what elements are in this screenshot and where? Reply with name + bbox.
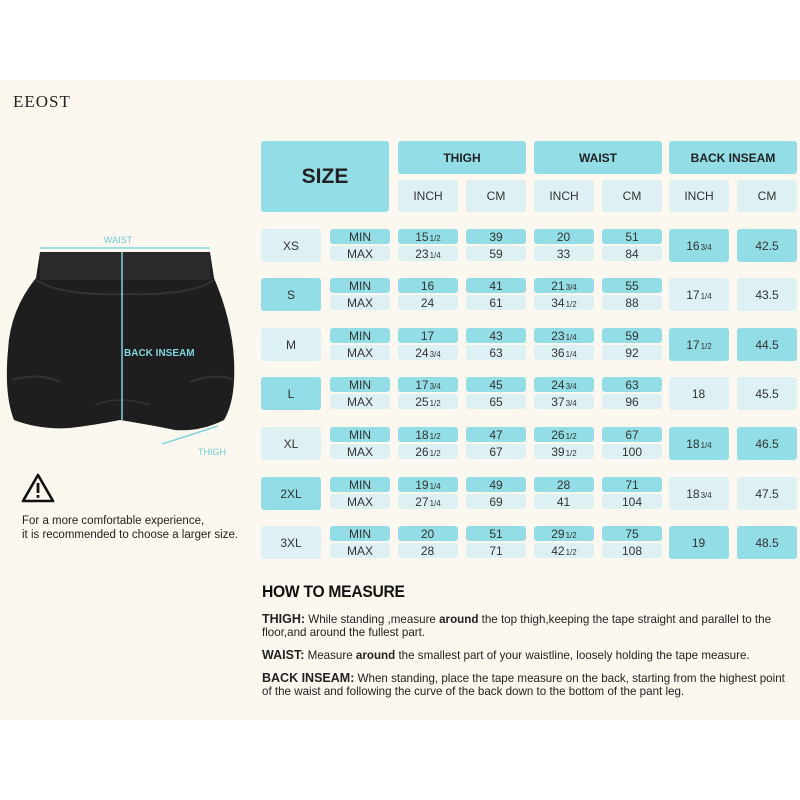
min-label-cell <box>330 427 390 442</box>
fraction-value: 1/4 <box>700 441 712 450</box>
value: 88 <box>625 295 639 310</box>
unit-header-label: CM <box>622 189 642 203</box>
whole-value: 24 <box>415 345 429 360</box>
waist-cm-max-cell <box>602 345 662 360</box>
whole-value: 17 <box>686 287 700 302</box>
value: 51 <box>489 526 503 541</box>
value: 63 <box>625 377 639 392</box>
value: 65 <box>489 394 503 409</box>
unit-header-2 <box>534 180 594 212</box>
value: 44.5 <box>755 337 779 352</box>
max-label-cell <box>330 295 390 310</box>
whole-value: 20 <box>556 229 571 244</box>
inseam-inch-cell <box>669 477 729 510</box>
size-label: 2XL <box>280 486 302 501</box>
value: 75 <box>625 526 639 541</box>
min-label-cell <box>330 526 390 541</box>
max-label-cell <box>330 246 390 261</box>
size-label-cell <box>261 328 321 361</box>
unit-header-label: CM <box>486 189 506 203</box>
waist-in-max-cell <box>534 543 594 558</box>
fraction-value: 1/2 <box>429 234 441 243</box>
size-label-cell <box>261 229 321 262</box>
inseam-inch-cell <box>669 377 729 410</box>
fraction-value: 1/2 <box>429 449 441 458</box>
fraction-value: 3/4 <box>700 243 712 252</box>
min-label-cell <box>330 477 390 492</box>
group-header-label: BACK INSEAM <box>690 150 776 165</box>
waist-cm-min-cell <box>602 477 662 492</box>
whole-value: 37 <box>551 394 565 409</box>
inseam-inch-cell <box>669 526 729 559</box>
inseam-instruction-label: BACK INSEAM: <box>262 671 355 685</box>
max-label: MAX <box>346 494 373 509</box>
min-label-cell <box>330 377 390 392</box>
max-label: MAX <box>346 345 373 360</box>
thigh-instruction-bold: around <box>439 613 479 626</box>
whole-value: 17 <box>420 328 435 343</box>
warning-icon <box>21 473 55 503</box>
fraction-value: 3/4 <box>565 283 577 292</box>
max-label: MAX <box>346 394 373 409</box>
thigh-in-min-cell <box>398 377 458 392</box>
size-label: XS <box>282 238 299 253</box>
max-label-cell <box>330 444 390 459</box>
thigh-cm-min-cell <box>466 328 526 343</box>
inseam-inch-cell <box>669 427 729 460</box>
min-label: MIN <box>349 377 371 392</box>
thigh-instruction-text: While standing ,measure <box>305 613 440 626</box>
inseam-cm-cell <box>737 526 797 559</box>
size-label-cell <box>261 377 321 410</box>
waist-in-min-cell <box>534 526 594 541</box>
max-label: MAX <box>346 543 373 558</box>
value: 43 <box>489 328 503 343</box>
value: 71 <box>625 477 639 492</box>
thigh-in-min-cell <box>398 526 458 541</box>
min-label: MIN <box>349 526 371 541</box>
fraction-value: 1/2 <box>565 548 577 557</box>
thigh-in-min-cell <box>398 278 458 293</box>
whole-value: 16 <box>420 278 435 293</box>
min-label: MIN <box>349 229 371 244</box>
size-label-cell <box>261 477 321 510</box>
thigh-in-min-cell <box>398 229 458 244</box>
min-label: MIN <box>349 278 371 293</box>
group-header-2 <box>669 141 797 174</box>
value: 59 <box>625 328 639 343</box>
group-header-label: THIGH <box>443 150 481 165</box>
value: 42.5 <box>755 238 779 253</box>
size-label-cell <box>261 278 321 311</box>
thigh-in-max-cell <box>398 295 458 310</box>
max-label-cell <box>330 345 390 360</box>
waist-cm-max-cell <box>602 543 662 558</box>
waist-in-max-cell <box>534 394 594 409</box>
whole-value: 18 <box>691 386 706 401</box>
waist-instruction <box>262 649 787 662</box>
waist-cm-min-cell <box>602 526 662 541</box>
value: 43.5 <box>755 287 779 302</box>
value: 104 <box>621 494 643 509</box>
waist-instruction-bold: around <box>355 649 396 662</box>
size-label: M <box>286 337 296 352</box>
fraction-value: 3/4 <box>429 350 441 359</box>
value: 69 <box>489 494 503 509</box>
whole-value: 18 <box>415 427 429 442</box>
unit-header-4 <box>669 180 729 212</box>
fraction-value: 1/4 <box>429 482 441 491</box>
value: 47.5 <box>755 486 779 501</box>
waist-cm-min-cell <box>602 427 662 442</box>
fraction-value: 3/4 <box>429 382 441 391</box>
waist-cm-min-cell <box>602 328 662 343</box>
fraction-value: 3/4 <box>565 399 577 408</box>
whole-value: 19 <box>415 477 429 492</box>
thigh-cm-min-cell <box>466 377 526 392</box>
value: 55 <box>625 278 639 293</box>
back-inseam-label: BACK INSEAM <box>124 348 195 359</box>
whole-value: 42 <box>551 543 565 558</box>
waist-instruction-text: Measure <box>304 649 356 662</box>
waist-instruction-label: WAIST: <box>262 648 305 662</box>
inseam-inch-cell <box>669 229 729 262</box>
whole-value: 21 <box>551 278 565 293</box>
waist-in-min-cell <box>534 477 594 492</box>
fraction-value: 3/4 <box>700 491 712 500</box>
inseam-cm-cell <box>737 229 797 262</box>
thigh-cm-min-cell <box>466 278 526 293</box>
thigh-cm-max-cell <box>466 246 526 261</box>
whole-value: 28 <box>420 543 435 558</box>
waist-cm-max-cell <box>602 246 662 261</box>
size-tip <box>22 514 238 542</box>
whole-value: 24 <box>420 295 435 310</box>
unit-header-label: INCH <box>684 189 714 203</box>
value: 48.5 <box>755 535 779 550</box>
min-label-cell <box>330 328 390 343</box>
value: 45 <box>489 377 503 392</box>
fraction-value: 1/2 <box>429 432 441 441</box>
value: 100 <box>621 444 643 459</box>
fraction-value: 1/2 <box>565 432 577 441</box>
inseam-cm-cell <box>737 328 797 361</box>
thigh-cm-min-cell <box>466 526 526 541</box>
fraction-value: 1/2 <box>700 342 712 351</box>
value: 51 <box>625 229 639 244</box>
group-header-0 <box>398 141 526 174</box>
whole-value: 23 <box>415 246 429 261</box>
min-label-cell <box>330 278 390 293</box>
tip-line-2: it is recommended to choose a larger size. <box>22 529 239 541</box>
shorts-illustration <box>7 252 234 430</box>
group-header-1 <box>534 141 662 174</box>
unit-header-5 <box>737 180 797 212</box>
fraction-value: 1/2 <box>429 399 441 408</box>
whole-value: 41 <box>556 494 571 509</box>
size-label-cell <box>261 427 321 460</box>
thigh-in-max-cell <box>398 543 458 558</box>
waist-cm-max-cell <box>602 394 662 409</box>
waist-in-min-cell <box>534 328 594 343</box>
value: 45.5 <box>755 386 779 401</box>
thigh-instruction <box>262 613 787 639</box>
size-label: S <box>286 287 295 302</box>
thigh-cm-max-cell <box>466 394 526 409</box>
whole-value: 17 <box>686 337 700 352</box>
fraction-value: 1/4 <box>700 292 712 301</box>
size-header-label: SIZE <box>301 164 349 188</box>
min-label: MIN <box>349 477 371 492</box>
thigh-in-max-cell <box>398 394 458 409</box>
waist-in-min-cell <box>534 427 594 442</box>
waist-instruction-text-2: the smallest part of your waistline, loosely holding the tape measure. <box>395 649 750 662</box>
whole-value: 26 <box>551 427 565 442</box>
whole-value: 19 <box>691 535 706 550</box>
waist-cm-max-cell <box>602 494 662 509</box>
unit-header-label: INCH <box>549 189 579 203</box>
brand-logo: EEOST <box>13 92 71 111</box>
fraction-value: 1/2 <box>565 449 577 458</box>
thigh-in-max-cell <box>398 246 458 261</box>
inseam-cm-cell <box>737 377 797 410</box>
whole-value: 36 <box>551 345 565 360</box>
waist-cm-min-cell <box>602 229 662 244</box>
value: 71 <box>489 543 503 558</box>
unit-header-label: CM <box>757 189 777 203</box>
thigh-cm-min-cell <box>466 229 526 244</box>
thigh-instruction-text-2: the top thigh,keeping the tape straight and parallel to the floor,and around the fullest part. <box>262 613 772 639</box>
thigh-cm-max-cell <box>466 345 526 360</box>
value: 67 <box>489 444 503 459</box>
min-label: MIN <box>349 328 371 343</box>
whole-value: 16 <box>686 238 700 253</box>
size-label-cell <box>261 526 321 559</box>
fraction-value: 1/4 <box>565 350 577 359</box>
value: 108 <box>621 543 643 558</box>
thigh-cm-max-cell <box>466 494 526 509</box>
thigh-instruction-label: THIGH: <box>262 612 306 626</box>
value: 67 <box>625 427 639 442</box>
waist-in-max-cell <box>534 246 594 261</box>
max-label-cell <box>330 494 390 509</box>
fraction-value: 1/4 <box>429 499 441 508</box>
waist-cm-min-cell <box>602 377 662 392</box>
fraction-value: 3/4 <box>565 382 577 391</box>
thigh-in-min-cell <box>398 427 458 442</box>
fraction-value: 1/2 <box>565 300 577 309</box>
whole-value: 26 <box>415 444 429 459</box>
thigh-cm-max-cell <box>466 543 526 558</box>
thigh-in-min-cell <box>398 477 458 492</box>
whole-value: 17 <box>415 377 429 392</box>
value: 46.5 <box>755 436 779 451</box>
inseam-cm-cell <box>737 427 797 460</box>
whole-value: 27 <box>415 494 429 509</box>
whole-value: 39 <box>551 444 565 459</box>
inseam-cm-cell <box>737 477 797 510</box>
thigh-cm-min-cell <box>466 427 526 442</box>
thigh-in-max-cell <box>398 345 458 360</box>
inseam-instruction <box>262 672 787 698</box>
value: 41 <box>489 278 503 293</box>
unit-header-label: INCH <box>413 189 443 203</box>
whole-value: 23 <box>551 328 565 343</box>
thigh-cm-min-cell <box>466 477 526 492</box>
waist-cm-max-cell <box>602 444 662 459</box>
waist-in-max-cell <box>534 494 594 509</box>
how-to-measure-title: HOW TO MEASURE <box>262 582 405 601</box>
unit-header-1 <box>466 180 526 212</box>
value: 61 <box>489 295 503 310</box>
size-label: L <box>287 386 295 401</box>
thigh-in-max-cell <box>398 494 458 509</box>
max-label: MAX <box>346 246 373 261</box>
waist-cm-max-cell <box>602 295 662 310</box>
size-header <box>261 141 389 212</box>
whole-value: 29 <box>551 526 565 541</box>
min-label: MIN <box>349 427 371 442</box>
inseam-inch-cell <box>669 328 729 361</box>
tip-line-1: For a more comfortable experience, <box>22 515 205 527</box>
whole-value: 18 <box>686 486 700 501</box>
waist-in-max-cell <box>534 295 594 310</box>
unit-header-3 <box>602 180 662 212</box>
whole-value: 18 <box>686 436 700 451</box>
max-label-cell <box>330 394 390 409</box>
min-label-cell <box>330 229 390 244</box>
thigh-label: THIGH <box>198 447 226 457</box>
waist-in-max-cell <box>534 444 594 459</box>
value: 92 <box>625 345 639 360</box>
waist-cm-min-cell <box>602 278 662 293</box>
size-label: 3XL <box>280 535 302 550</box>
inseam-instruction-text: When standing, place the tape measure on the back, starting from the highest point of the waist and following the curve of the back down to the bottom of the pant leg. <box>262 672 785 698</box>
group-header-label: WAIST <box>579 150 617 165</box>
value: 96 <box>625 394 639 409</box>
whole-value: 34 <box>551 295 565 310</box>
value: 63 <box>489 345 503 360</box>
unit-header-0 <box>398 180 458 212</box>
inseam-cm-cell <box>737 278 797 311</box>
waist-in-min-cell <box>534 229 594 244</box>
value: 47 <box>489 427 503 442</box>
whole-value: 24 <box>551 377 565 392</box>
thigh-cm-max-cell <box>466 295 526 310</box>
waist-in-max-cell <box>534 345 594 360</box>
inseam-inch-cell <box>669 278 729 311</box>
max-label: MAX <box>346 444 373 459</box>
waist-in-min-cell <box>534 377 594 392</box>
value: 59 <box>489 246 503 261</box>
value: 84 <box>625 246 639 261</box>
fraction-value: 1/2 <box>565 531 577 540</box>
fraction-value: 1/4 <box>565 333 577 342</box>
whole-value: 25 <box>415 394 429 409</box>
waist-label: WAIST <box>104 235 133 245</box>
value: 39 <box>489 229 503 244</box>
max-label-cell <box>330 543 390 558</box>
thigh-cm-max-cell <box>466 444 526 459</box>
max-label: MAX <box>346 295 373 310</box>
shorts-diagram <box>0 230 245 465</box>
whole-value: 33 <box>556 246 571 261</box>
thigh-in-max-cell <box>398 444 458 459</box>
waist-in-min-cell <box>534 278 594 293</box>
whole-value: 20 <box>420 526 435 541</box>
fraction-value: 1/4 <box>429 251 441 260</box>
size-label: XL <box>283 436 299 451</box>
whole-value: 28 <box>556 477 571 492</box>
whole-value: 15 <box>415 229 429 244</box>
thigh-in-min-cell <box>398 328 458 343</box>
value: 49 <box>489 477 503 492</box>
